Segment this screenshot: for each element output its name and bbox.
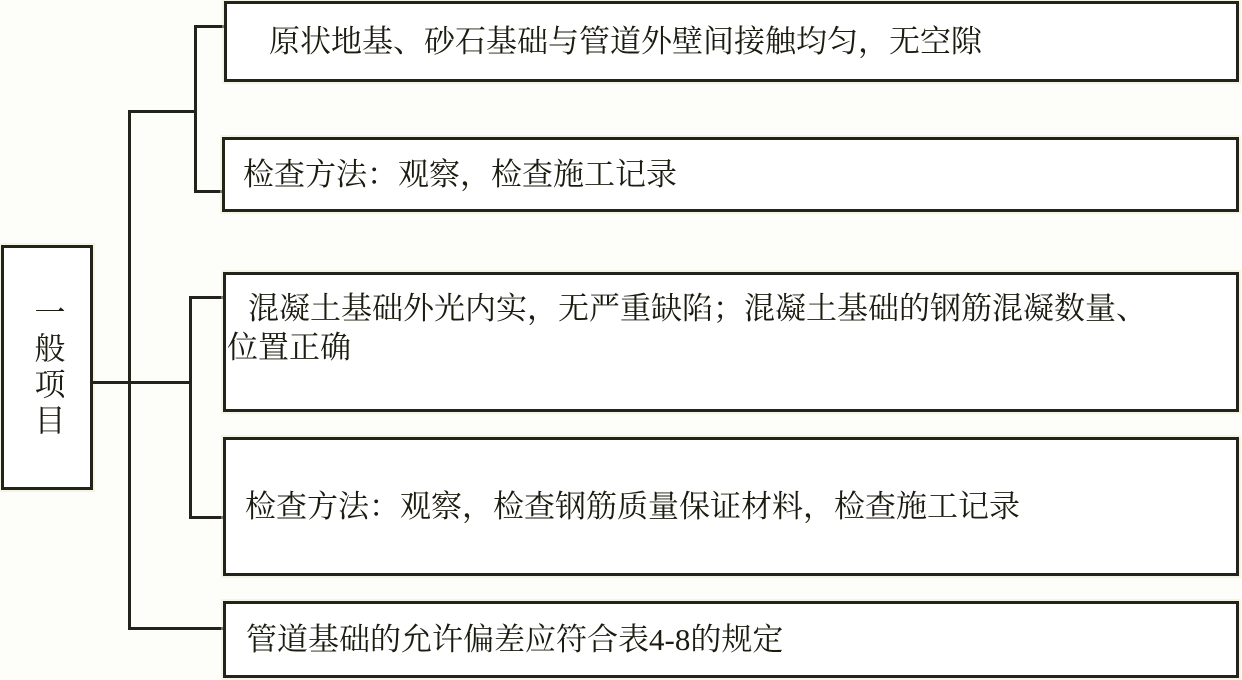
root-node-general-items bbox=[1, 245, 93, 490]
connector-branch-box5 bbox=[128, 627, 224, 630]
root-node-label: 一般项目 bbox=[29, 295, 65, 440]
connector-branch-box3 bbox=[189, 296, 224, 299]
connector-branch-box4 bbox=[189, 516, 224, 519]
node-inspection-method-2 bbox=[223, 437, 1239, 576]
node-concrete-foundation-text-line1: 混凝土基础外光内实，无严重缺陷；混凝土基础的钢筋混凝数量、 bbox=[248, 290, 1147, 326]
connector-trunk-to-subbracket1 bbox=[128, 110, 194, 113]
connector-subbracket1 bbox=[194, 25, 197, 193]
connector-root-branch bbox=[93, 381, 191, 384]
connector-branch-box1 bbox=[194, 25, 225, 28]
node-foundation-contact-text: 原状地基、砂石基础与管道外壁间接触均匀，无空隙 bbox=[269, 23, 982, 59]
connector-branch-box2 bbox=[194, 190, 223, 193]
node-inspection-method-1-text: 检查方法：观察，检查施工记录 bbox=[243, 156, 677, 192]
connector-subbracket2 bbox=[189, 296, 192, 519]
node-concrete-foundation-text-line2: 位置正确 bbox=[227, 330, 351, 365]
node-allowed-deviation-text: 管道基础的允许偏差应符合表4-8的规定 bbox=[246, 621, 784, 657]
node-inspection-method-1 bbox=[222, 137, 1239, 212]
node-foundation-contact bbox=[224, 1, 1239, 82]
node-allowed-deviation bbox=[223, 601, 1239, 678]
node-concrete-foundation bbox=[223, 272, 1239, 412]
node-inspection-method-2-text: 检查方法：观察，检查钢筋质量保证材料，检查施工记录 bbox=[245, 488, 1020, 524]
connector-main-trunk bbox=[128, 110, 131, 630]
